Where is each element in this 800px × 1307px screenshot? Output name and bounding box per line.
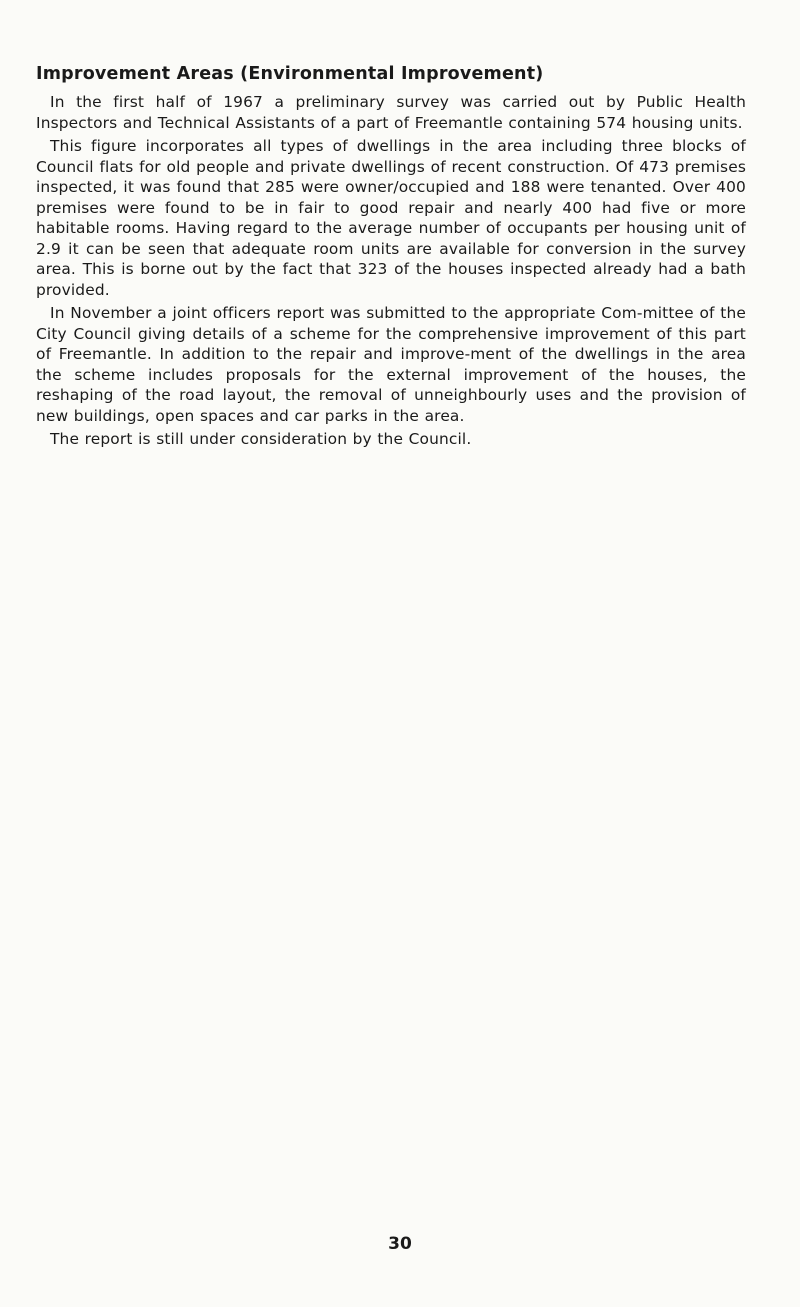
paragraph-report: In November a joint officers report was submitted to the appropriate Com-mittee of the City Council giving details of a scheme for the comprehensive improvement of this part of Freemantle. In addition to the repair and improve-ment of the dwellings in the area the scheme includes proposals for the external improvement of the houses, the reshaping of the road layout, the removal of unneighbourly uses and the provision of new buildings, open spaces and car parks in the area. bbox=[36, 304, 746, 425]
page-number: 30 bbox=[388, 1234, 412, 1254]
document-page bbox=[36, 62, 746, 453]
paragraph-consideration: The report is still under consideration by the Council. bbox=[50, 430, 472, 448]
section-heading: Improvement Areas (Environmental Improvement) bbox=[36, 64, 544, 84]
paragraph-dwellings: This figure incorporates all types of dwellings in the area including three blocks of Council flats for old people and private dwellings of recent construction. Of 473 premises inspected, it was found that 285 were owner/occupied and 188 were tenanted. Over 400 premises were found to be in fair to good repair and nearly 400 had five or more habitable rooms. Having regard to the average number of occupants per housing unit of 2.9 it can be seen that adequate room units are available for conversion in the survey area. This is borne out by the fact that 323 of the houses inspected already had a bath provided. bbox=[36, 137, 746, 299]
paragraph-survey: In the first half of 1967 a preliminary survey was carried out by Public Health Inspectors and Technical Assistants of a part of Freemantle containing 574 housing units. bbox=[36, 93, 746, 132]
